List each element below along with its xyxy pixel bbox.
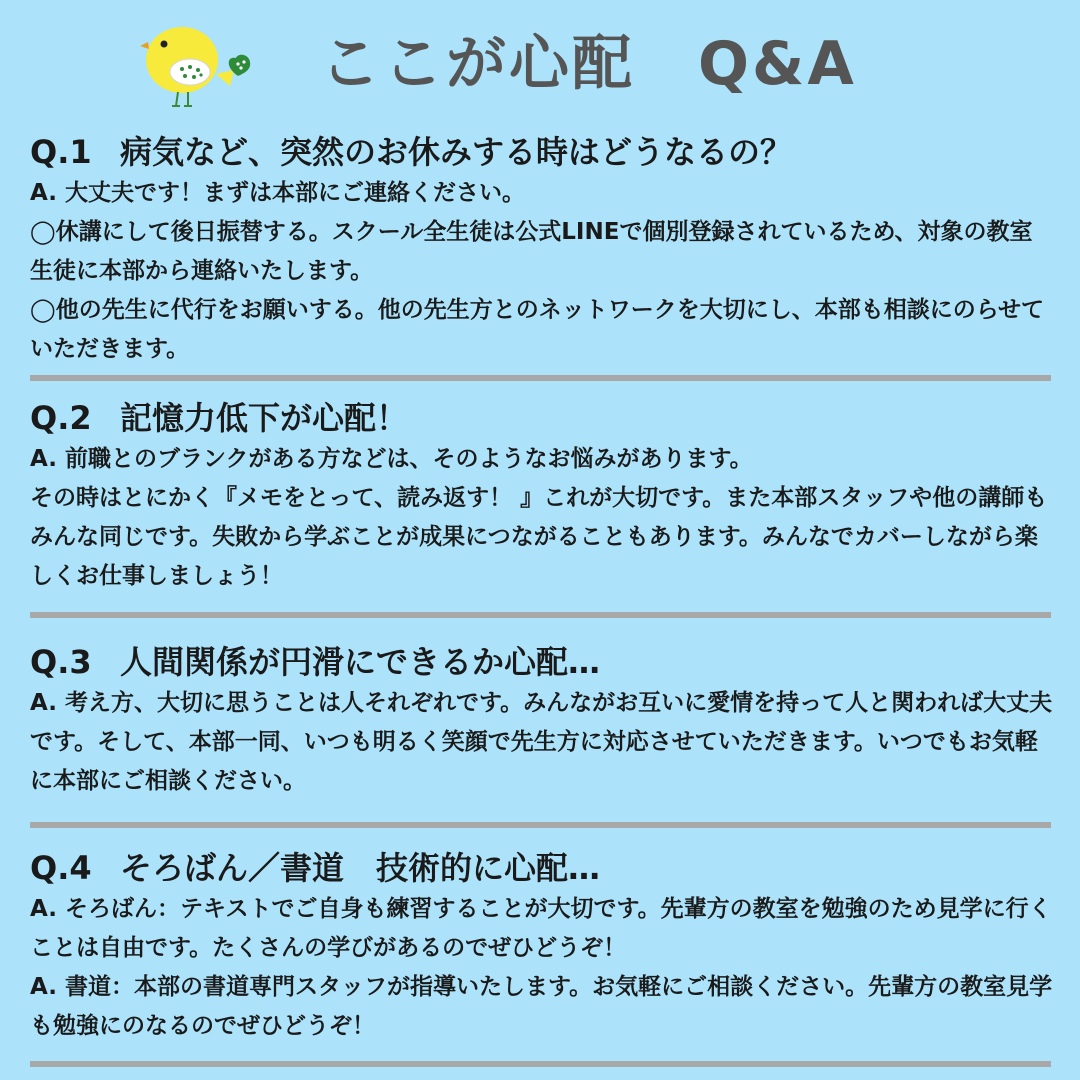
header: [0, 0, 1080, 125]
answer-text: A. 考え方、大切に思うことは人それぞれです。みんながお互いに愛情を持って人と関われば大丈夫です。そして、本部一同、いつも明るく笑顔で先生方に対応させていただきます。いつでもお気軽に本部にご相談ください。: [30, 690, 1053, 794]
answer-text: A. 書道：本部の書道専門スタッフが指導いたします。お気軽にご相談ください。先輩方の教室見学も勉強にのなるのでぜひどうぞ！: [30, 974, 1053, 1039]
answer-text: ◯他の先生に代行をお願いする。他の先生方とのネットワークを大切にし、本部も相談にのらせていただきます。: [30, 297, 1045, 362]
qa-item: [30, 846, 1055, 1046]
divider: [30, 375, 1051, 381]
divider: [30, 822, 1051, 828]
answer-text: その時はとにかく『メモをとって、読み返す！ 』これが大切です。また本部スタッフや他の講師もみんな同じです。失敗から学ぶことが成果につながることもあります。みんなでカバーしながら楽しくお仕事しましょう！: [30, 485, 1048, 589]
answer-text: A. 大丈夫です！まずは本部にご連絡ください。: [30, 180, 525, 206]
divider: [30, 1061, 1051, 1067]
question: [30, 396, 1055, 440]
question-number: Q.3: [30, 643, 92, 681]
answer-text: ◯休講にして後日振替する。スクール全生徒は公式LINEで個別登録されているため、対象の教室生徒に本部から連絡いたします。: [30, 219, 1033, 284]
page-title: ここが心配 Q&A: [320, 29, 857, 99]
qa-item: [30, 640, 1055, 801]
question-number: Q.2: [30, 399, 92, 437]
question: [30, 846, 1055, 890]
qa-item: [30, 396, 1055, 596]
question-text: 記憶力低下が心配！: [120, 399, 409, 437]
yellow-bird-icon: [138, 12, 258, 112]
question-number: Q.1: [30, 133, 92, 171]
answer-text: A. 前職とのブランクがある方などは、そのようなお悩みがあります。: [30, 446, 753, 472]
answer-text: A. そろばん：テキストでご自身も練習することが大切です。先輩方の教室を勉強のため見学に行くことは自由です。たくさんの学びがあるのでぜひどうぞ！: [30, 896, 1052, 961]
question-number: Q.4: [30, 849, 92, 887]
question-text: 病気など、突然のお休みする時はどうなるの？: [120, 133, 793, 171]
qa-item: [30, 130, 1055, 369]
question: [30, 130, 1055, 174]
question: [30, 640, 1055, 684]
question-text: そろばん／書道 技術的に心配…: [120, 849, 601, 887]
question-text: 人間関係が円滑にできるか心配…: [120, 643, 601, 681]
divider: [30, 612, 1051, 618]
